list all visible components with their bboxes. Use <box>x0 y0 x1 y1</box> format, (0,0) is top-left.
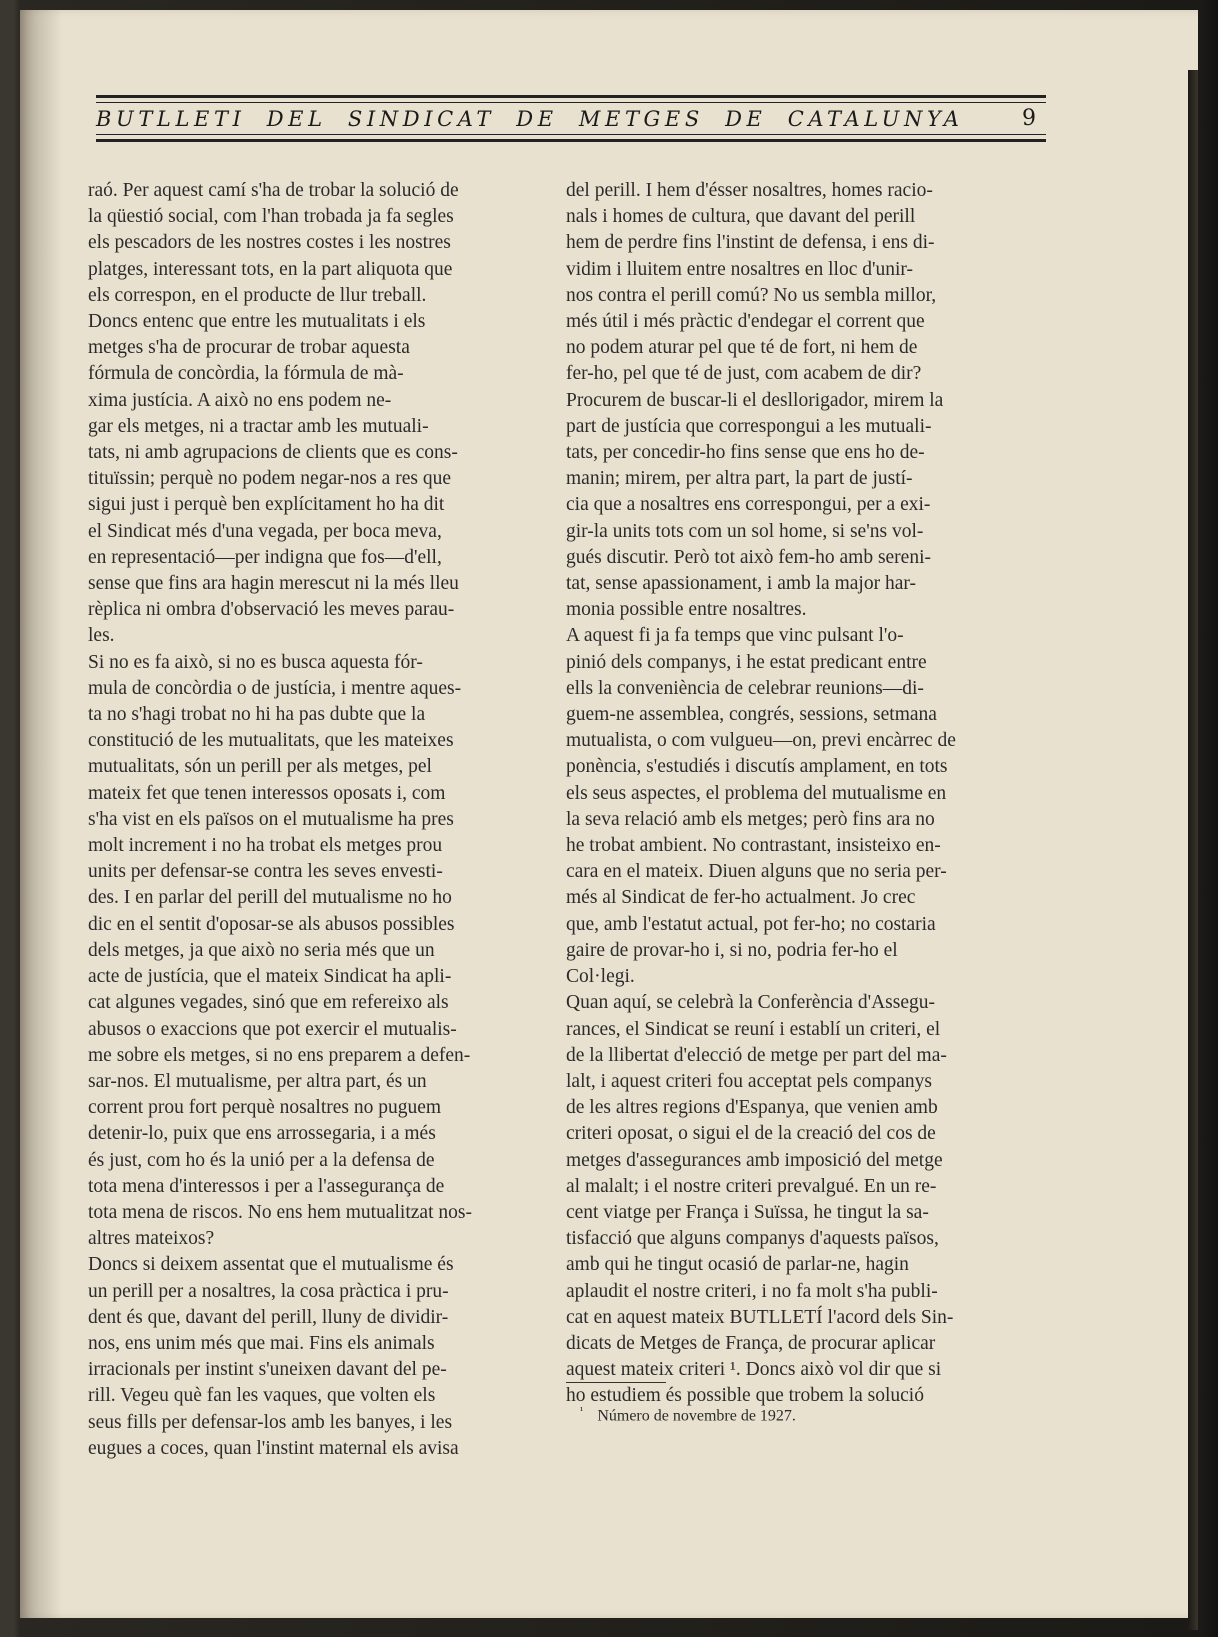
text-line: les. <box>88 625 115 647</box>
text-line: irracionals per instint s'uneixen davant del pe- <box>88 1359 447 1381</box>
page-edge-shadow <box>1188 70 1198 1630</box>
text-line: Si no es fa això, si no es busca aquesta fór- <box>88 651 423 673</box>
text-line: hem de perdre fins l'instint de defensa, i ens di- <box>566 232 935 254</box>
text-line: altres mateixos? <box>88 1228 215 1250</box>
text-line: més al Sindicat de fer-ho actualment. Jo crec <box>566 887 916 909</box>
text-line: s'ha vist en els països on el mutualisme ha pres <box>88 808 454 830</box>
text-line: el Sindicat més d'una vegada, per boca meva, <box>88 520 442 542</box>
text-line: metges d'assegurances amb imposició del metge <box>566 1149 943 1171</box>
text-line: detenir-lo, puix que ens arrossegaria, i a més <box>88 1123 436 1145</box>
text-line: mula de concòrdia o de justícia, i mentre aques- <box>88 677 462 699</box>
text-line: mutualista, o com vulgueu—on, previ encàrrec de <box>566 730 956 752</box>
text-line: tota mena d'interessos i per a l'assegurança de <box>88 1175 445 1197</box>
text-line: ho estudiem és possible que trobem la solució <box>566 1385 924 1407</box>
text-line: cent viatge per França i Suïssa, he tingut la sa- <box>566 1201 929 1223</box>
text-line: manin; mirem, per altra part, la part de justí- <box>566 468 913 490</box>
text-line: no podem aturar pel que té de fort, ni hem de <box>566 337 918 359</box>
text-line: fer-ho, pel que té de just, com acabem de dir? <box>566 363 922 385</box>
text-line: me sobre els metges, si no ens preparem a defen- <box>88 1044 471 1066</box>
journal-title: BUTLLETI DEL SINDICAT DE METGES DE CATALUNYA <box>96 107 964 131</box>
footnote-rule <box>566 1382 666 1383</box>
text-line: amb qui he tingut ocasió de parlar-ne, hagin <box>566 1254 909 1276</box>
text-line: els seus aspectes, el problema del mutualisme en <box>566 782 947 804</box>
text-line: eugues a coces, quan l'instint maternal els avisa <box>88 1437 459 1459</box>
text-line: xima justícia. A això no ens podem ne- <box>88 389 392 411</box>
text-line: tats, ni amb agrupacions de clients que es cons- <box>88 442 458 464</box>
text-line: sigui just i perquè ben explícitament ho ha dit <box>88 494 445 516</box>
text-line: gir-la units tots com un sol home, si se'ns vol- <box>566 520 924 542</box>
text-line: nos contra el perill comú? No us sembla millor, <box>566 284 937 306</box>
text-line: que, amb l'estatut actual, pot fer-ho; no costaria <box>566 913 936 935</box>
text-line: platges, interessant tots, en la part aliquota que <box>88 258 453 280</box>
text-line: ponència, s'estudiés i discutís amplament, en tots <box>566 756 948 778</box>
text-line: fórmula de concòrdia, la fórmula de mà- <box>88 363 404 385</box>
text-line: raó. Per aquest camí s'ha de trobar la solució de <box>88 180 459 201</box>
text-line: abusos o exaccions que pot exercir el mutualis- <box>88 1018 457 1040</box>
text-line: dels metges, ja que això no seria més que un <box>88 939 435 961</box>
text-line: gaire de provar-ho i, si no, podria fer-ho el <box>566 939 898 961</box>
text-line: tat, sense apassionament, i amb la major har- <box>566 573 916 595</box>
text-line: ta no s'hagi trobat no hi ha pas dubte que la <box>88 704 426 726</box>
text-line: sense que fins ara hagin merescut ni la més lleu <box>88 573 459 595</box>
text-line: gués discutir. Però tot això fem-ho amb sereni- <box>566 546 931 568</box>
footnote <box>580 1405 796 1425</box>
text-line: metges s'ha de procurar de trobar aquesta <box>88 337 410 359</box>
text-line: la seva relació amb els metges; però fins ara no <box>566 808 935 830</box>
text-line: del perill. I hem d'ésser nosaltres, homes racio- <box>566 180 933 201</box>
text-line: cat en aquest mateix BUTLLETÍ l'acord dels Sin- <box>566 1306 954 1328</box>
text-line: criteri oposat, o sigui el de la creació del cos de <box>566 1123 936 1145</box>
text-line: al malalt; i el nostre criteri prevalgué. En un re- <box>566 1175 937 1197</box>
text-line: rèplica ni ombra d'observació les meves parau- <box>88 599 455 621</box>
text-line: en representació—per indigna que fos—d'ell, <box>88 546 442 568</box>
text-line: Col·legi. <box>566 966 635 988</box>
text-line: tituïssin; perquè no podem negar-nos a res que <box>88 468 451 490</box>
text-line: seus fills per defensar-los amb les banyes, i les <box>88 1411 453 1433</box>
text-line: cat algunes vegades, sinó que em refereixo als <box>88 992 449 1014</box>
text-line: acte de justícia, que el mateix Sindicat ha apli- <box>88 966 452 988</box>
text-line: rill. Vegeu què fan les vaques, que volten els <box>88 1385 436 1407</box>
header-rule-bottom-thin <box>96 134 1046 135</box>
text-line: sar-nos. El mutualisme, per altra part, és un <box>88 1070 427 1092</box>
text-line: aquest mateix criteri ¹. Doncs això vol dir que si <box>566 1359 942 1381</box>
text-line: corrent prou fort perquè nosaltres no puguem <box>88 1097 442 1119</box>
right-text-column <box>566 178 1048 1410</box>
text-line: part de justícia que correspongui a les mutuali- <box>566 415 932 437</box>
page-number: 9 <box>1022 106 1036 131</box>
text-line: des. I en parlar del perill del mutualisme no ho <box>88 887 452 909</box>
text-line: mateix fet que tenen interessos oposats i, com <box>88 782 446 804</box>
text-line: de les altres regions d'Espanya, que venien amb <box>566 1097 938 1119</box>
text-line: pinió dels companys, i he estat predicant entre <box>566 651 927 673</box>
text-line: rances, el Sindicat se reuní i establí un criteri, el <box>566 1018 941 1040</box>
header-rule-bottom-thick <box>96 139 1046 142</box>
left-text-column <box>88 178 536 1462</box>
text-line: Procurem de buscar-li el desllorigador, mirem la <box>566 389 944 411</box>
text-line: Quan aquí, se celebrà la Conferència d'Assegu- <box>566 992 935 1014</box>
text-line: de la llibertat d'elecció de metge per part del ma- <box>566 1044 947 1066</box>
text-line: he trobat ambient. No contrastant, insisteixo en- <box>566 835 941 857</box>
text-line: vidim i lluitem entre nosaltres en lloc d'unir- <box>566 258 914 280</box>
footnote-text: Número de novembre de 1927. <box>597 1407 796 1425</box>
text-line: cia que a nosaltres ens correspongui, per a exi- <box>566 494 931 516</box>
footnote-marker: ¹ <box>580 1405 584 1417</box>
text-line: nos, ens unim més que mai. Fins els animals <box>88 1332 435 1354</box>
text-line: cara en el mateix. Diuen alguns que no seria per- <box>566 861 947 883</box>
text-line: aplaudit el nostre criteri, i no fa molt s'ha publi- <box>566 1280 938 1302</box>
text-line: tota mena de riscos. No ens hem mutualitzat nos- <box>88 1201 472 1223</box>
text-line: més útil i més pràctic d'endegar el corrent que <box>566 311 925 333</box>
text-line: dic en el sentit d'oposar-se als abusos possibles <box>88 913 455 935</box>
text-line: Doncs entenc que entre les mutualitats i els <box>88 311 426 333</box>
text-line: els pescadors de les nostres costes i les nostres <box>88 232 451 254</box>
text-line: és just, com ho és la unió per a la defensa de <box>88 1149 435 1171</box>
text-line: lalt, i aquest criteri fou acceptat pels companys <box>566 1070 933 1092</box>
text-line: units per defensar-se contra les seves envesti- <box>88 861 443 883</box>
text-line: un perill per a nosaltres, la cosa pràctica i pru- <box>88 1280 449 1302</box>
header-rule-top-thick <box>96 95 1046 98</box>
text-line: dent és que, davant del perill, lluny de dividir- <box>88 1306 449 1328</box>
text-line: la qüestió social, com l'han trobada ja fa segles <box>88 206 454 228</box>
text-line: molt increment i no ha trobat els metges prou <box>88 835 443 857</box>
text-line: A aquest fi ja fa temps que vinc pulsant l'o- <box>566 625 904 647</box>
text-line: gar els metges, ni a tractar amb les mutuali- <box>88 415 429 437</box>
running-header <box>96 103 1046 135</box>
text-line: tats, per concedir-ho fins sense que ens ho de- <box>566 442 925 464</box>
text-line: dicats de Metges de França, de procurar aplicar <box>566 1332 936 1354</box>
text-line: nals i homes de cultura, que davant del perill <box>566 206 916 228</box>
text-line: ells la conveniència de celebrar reunions—di- <box>566 677 924 699</box>
text-line: tisfacció que alguns companys d'aquests països, <box>566 1228 939 1250</box>
text-line: Doncs si deixem assentat que el mutualisme és <box>88 1254 454 1276</box>
text-line: constitució de les mutualitats, que les mateixes <box>88 730 454 752</box>
text-line: mutualitats, són un perill per als metges, pel <box>88 756 432 778</box>
text-line: guem-ne assemblea, congrés, sessions, setmana <box>566 704 937 726</box>
text-line: monia possible entre nosaltres. <box>566 599 807 621</box>
text-line: els correspon, en el producte de llur treball. <box>88 284 427 306</box>
